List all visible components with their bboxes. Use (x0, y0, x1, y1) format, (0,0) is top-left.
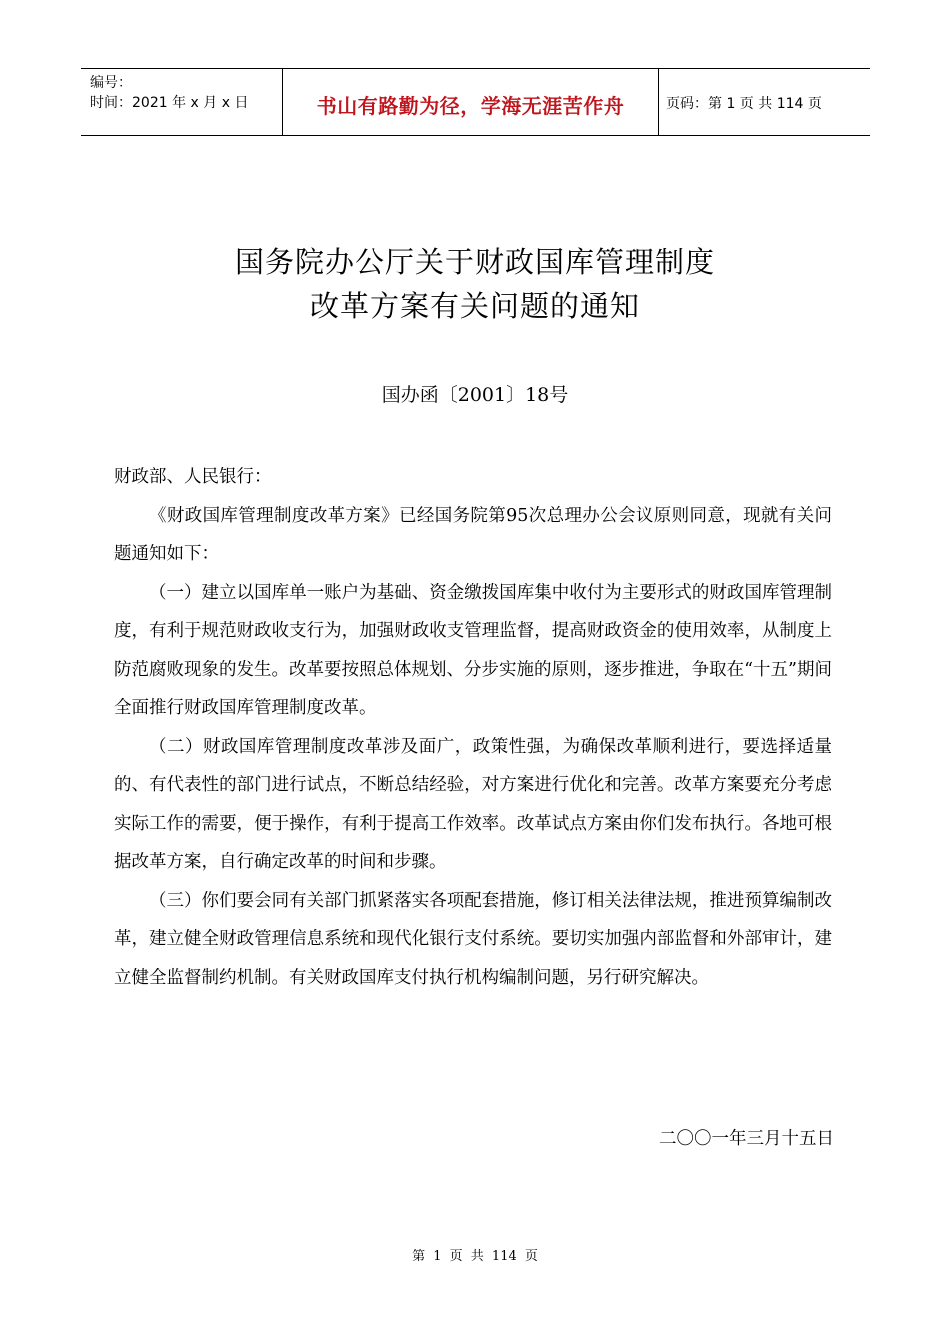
page-info-text: 页码：第 1 页 共 114 页 (666, 96, 822, 112)
header-page-info (659, 69, 870, 135)
body-paragraph: 《财政国库管理制度改革方案》已经国务院第95次总理办公会议原则同意，现就有关问题通知如下： (114, 505, 832, 564)
body-paragraph: （二）财政国库管理制度改革涉及面广，政策性强，为确保改革顺利进行，要选择适量的、有代表性的部门进行试点，不断总结经验，对方案进行优化和完善。改革方案要充分考虑实际工作的需要，便于操作，有利于提高工作效率。改革试点方案由你们发布执行。各地可根据改革方案，自行确定改革的时间和步骤。 (114, 736, 832, 872)
title-line-1: 国务院办公厅关于财政国库管理制度 (234, 245, 715, 279)
page-footer: 第 1 页 共 114 页 (412, 1249, 538, 1264)
document-body (114, 458, 832, 997)
header-table (81, 68, 870, 136)
body-paragraph: （三）你们要会同有关部门抓紧落实各项配套措施，修订相关法律法规，推进预算编制改革，建立健全财政管理信息系统和现代化银行支付系统。要切实加强内部监督和外部审计，建立健全监督制约机制。有关财政国库支付执行机构编制问题，另行研究解决。 (114, 890, 832, 988)
document-date: 二〇〇一年三月十五日 (659, 1129, 834, 1149)
recipients-line: 财政部、人民银行： (114, 467, 272, 487)
header-meta (81, 69, 282, 135)
header-motto (282, 69, 659, 135)
motto-text: 书山有路勤为径，学海无涯苦作舟 (316, 93, 625, 118)
title-line-2: 改革方案有关问题的通知 (309, 289, 640, 323)
document-reference-number: 国办函〔2001〕18号 (381, 384, 569, 406)
document-title (0, 240, 950, 328)
document-number-label: 编号： (90, 75, 132, 91)
body-paragraph: （一）建立以国库单一账户为基础、资金缴拨国库集中收付为主要形式的财政国库管理制度，有利于规范财政收支行为，加强财政收支管理监督，提高财政资金的使用效率，从制度上防范腐败现象的发生。改革要按照总体规划、分步实施的原则，逐步推进，争取在“十五”期间全面推行财政国库管理制度改革。 (114, 582, 832, 718)
document-time-label: 时间：2021 年 x 月 x 日 (90, 95, 249, 111)
